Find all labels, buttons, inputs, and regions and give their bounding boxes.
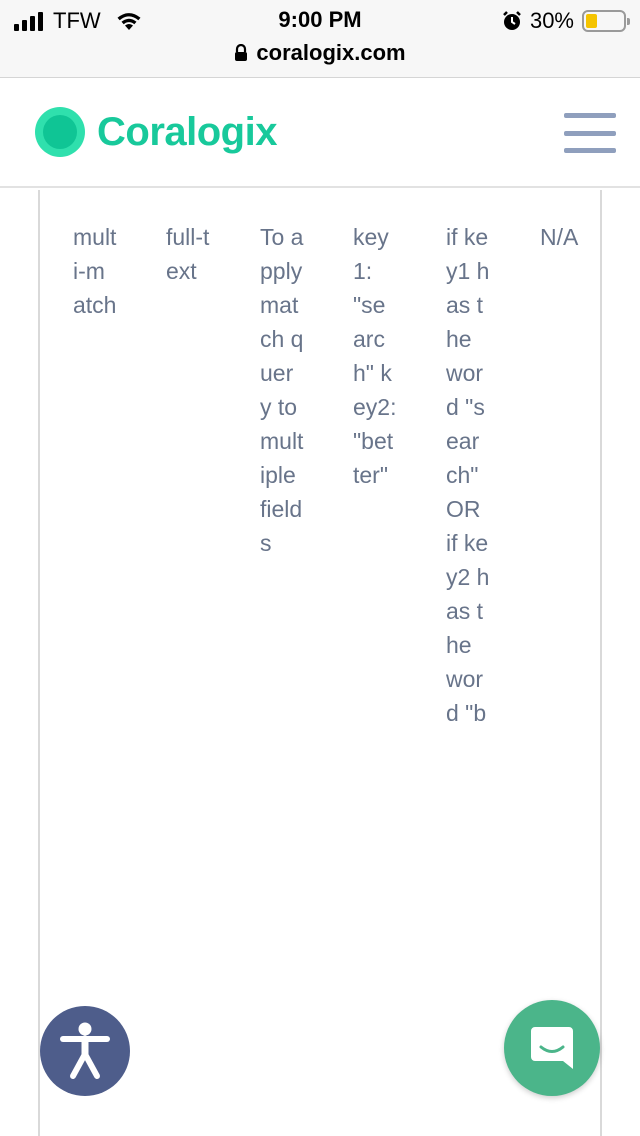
- cell-text: N/A: [540, 224, 579, 250]
- cell-example: [353, 220, 397, 492]
- cell-notes: [540, 220, 584, 254]
- cell-text: if key1 has the word "search" OR if key2 has the word "b: [446, 224, 490, 726]
- status-time: 9:00 PM: [278, 7, 362, 32]
- url-text: coralogix.com: [256, 40, 406, 65]
- coralogix-logo[interactable]: [35, 107, 277, 157]
- lock-icon: [234, 44, 248, 62]
- battery-icon: [582, 10, 626, 32]
- hamburger-menu-icon[interactable]: [564, 113, 616, 153]
- query-table: [38, 190, 602, 1136]
- cell-text: multi-match: [73, 224, 117, 318]
- cell-search-type: [166, 220, 210, 288]
- logo-text: Coralogix: [97, 109, 277, 154]
- accessibility-person-icon: [58, 1021, 112, 1081]
- chat-bubble-icon: [529, 1025, 575, 1071]
- cell-explanation: [446, 220, 490, 730]
- battery-fill: [586, 14, 597, 28]
- chat-button[interactable]: [504, 1000, 600, 1096]
- battery-percent: 30%: [529, 8, 574, 33]
- cell-text: full-text: [166, 224, 210, 284]
- battery-cap: [627, 18, 630, 25]
- cell-text: key1: "search" key2: "better": [353, 224, 397, 488]
- cell-query-type: [73, 220, 117, 322]
- ios-status-bar: [0, 0, 640, 78]
- alarm-clock-icon: [502, 10, 522, 32]
- cell-text: To apply match query to multiple fields: [260, 224, 304, 556]
- logo-mark-icon: [35, 107, 85, 157]
- carrier-name: TFW: [53, 8, 101, 33]
- address-bar[interactable]: [0, 40, 640, 66]
- site-header: [0, 79, 640, 188]
- accessibility-button[interactable]: [40, 1006, 130, 1096]
- cell-description: [260, 220, 304, 560]
- status-right: [502, 8, 626, 34]
